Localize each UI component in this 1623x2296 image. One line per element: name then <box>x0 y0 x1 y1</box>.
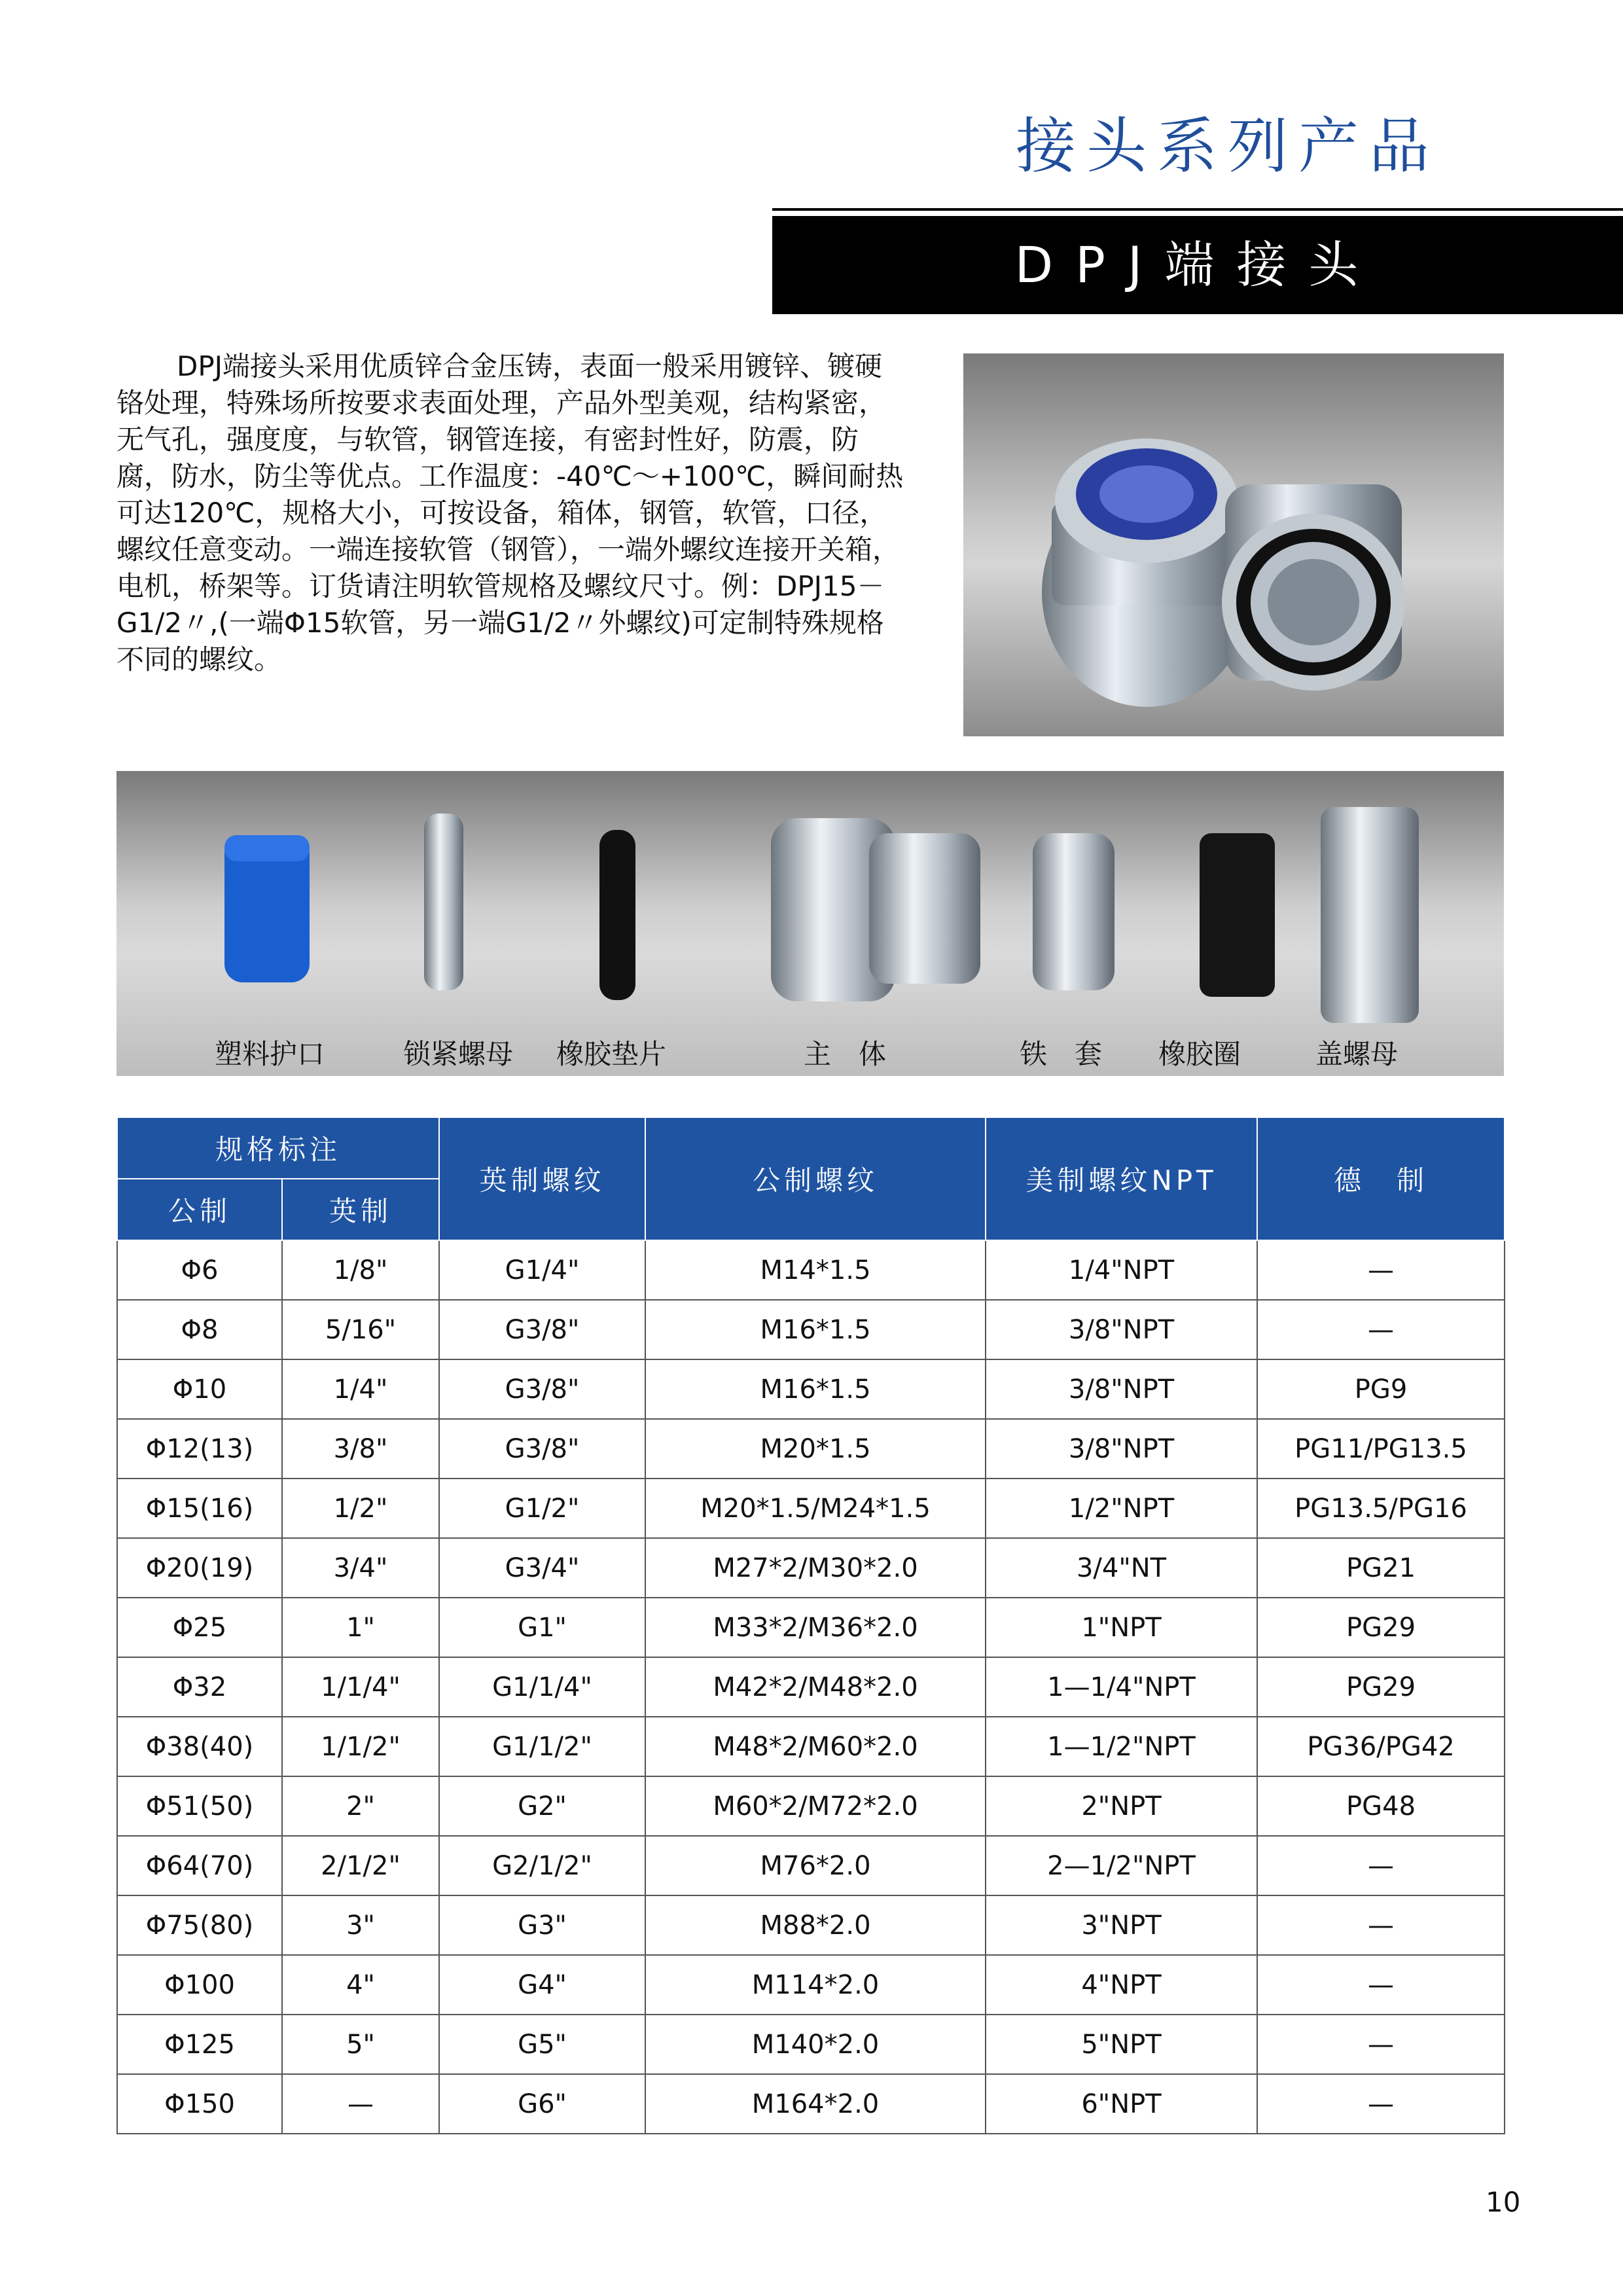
table-row <box>117 1717 1505 1776</box>
header-imperial: 英制 <box>282 1179 439 1240</box>
cell-imperial: — <box>282 2074 439 2134</box>
table-row <box>117 2015 1505 2074</box>
cell-german: PG13.5/PG16 <box>1257 1479 1505 1538</box>
table-row <box>117 1538 1505 1598</box>
cell-bsp: G2/1/2" <box>439 1836 645 1895</box>
cell-npt: 1—1/4"NPT <box>986 1657 1257 1717</box>
cell-npt: 6"NPT <box>986 2074 1257 2134</box>
cell-metric-thread: M42*2/M48*2.0 <box>645 1657 986 1717</box>
cell-metric: Φ75(80) <box>117 1895 282 1955</box>
specification-table <box>116 1117 1505 2134</box>
cell-imperial: 1/2" <box>282 1479 439 1538</box>
cell-bsp: G3/8" <box>439 1300 645 1359</box>
table-body <box>117 1240 1505 2134</box>
cell-metric: Φ51(50) <box>117 1776 282 1836</box>
cell-imperial: 3/4" <box>282 1538 439 1598</box>
cell-metric: Φ100 <box>117 1955 282 2015</box>
cell-german: — <box>1257 1895 1505 1955</box>
cell-german: PG21 <box>1257 1538 1505 1598</box>
band-top-rule <box>772 208 1623 211</box>
cell-bsp: G3/4" <box>439 1538 645 1598</box>
cell-npt: 2"NPT <box>986 1776 1257 1836</box>
product-name: DPJ端接头 <box>1014 236 1381 294</box>
page-number: 10 <box>1486 2186 1521 2218</box>
cell-imperial: 2/1/2" <box>282 1836 439 1895</box>
cell-german: PG9 <box>1257 1359 1505 1419</box>
cell-npt: 3/8"NPT <box>986 1419 1257 1479</box>
table-row <box>117 1419 1505 1479</box>
cell-metric: Φ32 <box>117 1657 282 1717</box>
cell-bsp: G3/8" <box>439 1359 645 1419</box>
cell-german: — <box>1257 1240 1505 1300</box>
part-label-iron-sleeve: 铁 套 <box>1020 1038 1103 1070</box>
header-npt-thread: 美制螺纹NPT <box>986 1117 1257 1240</box>
cell-metric: Φ25 <box>117 1598 282 1657</box>
cell-bsp: G1/2" <box>439 1479 645 1538</box>
cell-metric-thread: M48*2/M60*2.0 <box>645 1717 986 1776</box>
table-row <box>117 1895 1505 1955</box>
cell-bsp: G1/4" <box>439 1240 645 1300</box>
table-row <box>117 1359 1505 1419</box>
cell-metric: Φ6 <box>117 1240 282 1300</box>
cell-bsp: G5" <box>439 2015 645 2074</box>
table-row <box>117 1657 1505 1717</box>
cell-npt: 3/4"NT <box>986 1538 1257 1598</box>
cell-imperial: 1/8" <box>282 1240 439 1300</box>
cell-bsp: G1/1/2" <box>439 1717 645 1776</box>
header-german-thread: 德 制 <box>1257 1117 1505 1240</box>
cell-bsp: G3" <box>439 1895 645 1955</box>
cell-metric-thread: M27*2/M30*2.0 <box>645 1538 986 1598</box>
cell-bsp: G6" <box>439 2074 645 2134</box>
part-label-plastic-bushing: 塑料护口 <box>215 1038 325 1070</box>
connector-assembly-image <box>963 353 1504 736</box>
cell-npt: 3/8"NPT <box>986 1359 1257 1419</box>
cell-german: PG36/PG42 <box>1257 1717 1505 1776</box>
cell-npt: 5"NPT <box>986 2015 1257 2074</box>
cell-imperial: 1/4" <box>282 1359 439 1419</box>
header-metric-thread: 公制螺纹 <box>645 1117 986 1240</box>
table-row <box>117 1479 1505 1538</box>
cell-imperial: 1" <box>282 1598 439 1657</box>
product-photo <box>963 353 1504 736</box>
cell-metric: Φ38(40) <box>117 1717 282 1776</box>
cell-metric: Φ64(70) <box>117 1836 282 1895</box>
table-row <box>117 1240 1505 1300</box>
table-row <box>117 1955 1505 2015</box>
product-name-band <box>772 216 1623 314</box>
cell-german: PG48 <box>1257 1776 1505 1836</box>
table-row <box>117 2074 1505 2134</box>
cell-imperial: 2" <box>282 1776 439 1836</box>
part-label-lock-nut: 锁紧螺母 <box>403 1038 514 1070</box>
cell-npt: 1—1/2"NPT <box>986 1717 1257 1776</box>
cell-metric-thread: M20*1.5 <box>645 1419 986 1479</box>
cell-npt: 2—1/2"NPT <box>986 1836 1257 1895</box>
cell-metric: Φ10 <box>117 1359 282 1419</box>
cell-metric-thread: M164*2.0 <box>645 2074 986 2134</box>
cell-npt: 1/2"NPT <box>986 1479 1257 1538</box>
cell-german: PG29 <box>1257 1598 1505 1657</box>
cell-metric-thread: M140*2.0 <box>645 2015 986 2074</box>
cell-metric-thread: M20*1.5/M24*1.5 <box>645 1479 986 1538</box>
cell-metric-thread: M114*2.0 <box>645 1955 986 2015</box>
table-row <box>117 1300 1505 1359</box>
part-label-cap-nut: 盖螺母 <box>1315 1038 1399 1070</box>
cell-imperial: 3/8" <box>282 1419 439 1479</box>
part-label-rubber-washer: 橡胶垫片 <box>556 1038 667 1070</box>
cell-imperial: 4" <box>282 1955 439 2015</box>
cell-german: PG11/PG13.5 <box>1257 1419 1505 1479</box>
cell-metric-thread: M14*1.5 <box>645 1240 986 1300</box>
table-row <box>117 1836 1505 1895</box>
cell-metric-thread: M16*1.5 <box>645 1300 986 1359</box>
cell-npt: 1/4"NPT <box>986 1240 1257 1300</box>
cell-imperial: 5" <box>282 2015 439 2074</box>
cell-npt: 1"NPT <box>986 1598 1257 1657</box>
part-label-rubber-ring: 橡胶圈 <box>1158 1038 1241 1070</box>
cell-metric-thread: M76*2.0 <box>645 1836 986 1895</box>
cell-german: PG29 <box>1257 1657 1505 1717</box>
cell-metric-thread: M60*2/M72*2.0 <box>645 1776 986 1836</box>
cell-bsp: G4" <box>439 1955 645 2015</box>
cell-german: — <box>1257 1955 1505 2015</box>
parts-image <box>116 771 1504 1033</box>
table-row <box>117 1776 1505 1836</box>
cell-npt: 4"NPT <box>986 1955 1257 2015</box>
header-metric: 公制 <box>117 1179 282 1240</box>
cell-npt: 3"NPT <box>986 1895 1257 1955</box>
cell-metric: Φ20(19) <box>117 1538 282 1598</box>
cell-bsp: G1" <box>439 1598 645 1657</box>
cell-imperial: 3" <box>282 1895 439 1955</box>
table-row <box>117 1598 1505 1657</box>
cell-imperial: 1/1/4" <box>282 1657 439 1717</box>
cell-npt: 3/8"NPT <box>986 1300 1257 1359</box>
cell-bsp: G2" <box>439 1776 645 1836</box>
series-title: 接头系列产品 <box>1015 111 1440 181</box>
cell-imperial: 1/1/2" <box>282 1717 439 1776</box>
part-label-main-body: 主 体 <box>804 1038 887 1070</box>
cell-german: — <box>1257 1836 1505 1895</box>
cell-metric: Φ8 <box>117 1300 282 1359</box>
cell-metric: Φ12(13) <box>117 1419 282 1479</box>
cell-metric-thread: M16*1.5 <box>645 1359 986 1419</box>
cell-metric-thread: M33*2/M36*2.0 <box>645 1598 986 1657</box>
cell-bsp: G3/8" <box>439 1419 645 1479</box>
cell-metric: Φ125 <box>117 2015 282 2074</box>
cell-german: — <box>1257 1300 1505 1359</box>
intro-paragraph: DPJ端接头采用优质锌合金压铸，表面一般采用镀锌、镀硬铬处理，特殊场所按要求表面处理，产品外型美观，结构紧密，无气孔，强度度，与软管，钢管连接，有密封性好，防震，防腐，防水，防尘等优点。工作温度：-40℃～+100℃，瞬间耐热可达120℃，规格大小，可按设备，箱体，钢管，软管，口径，螺纹任意变动。一端连接软管（钢管），一端外螺纹连接开关箱，电机，桥架等。订货请注明软管规格及螺纹尺寸。例：DPJ15－G1/2〃,(一端Φ15软管，另一端G1/2〃外螺纹)可定制特殊规格不同的螺纹。 <box>116 350 904 675</box>
header-bsp-thread: 英制螺纹 <box>439 1117 645 1240</box>
group-header-spec: 规格标注 <box>117 1117 439 1179</box>
cell-bsp: G1/1/4" <box>439 1657 645 1717</box>
cell-metric: Φ150 <box>117 2074 282 2134</box>
cell-metric: Φ15(16) <box>117 1479 282 1538</box>
cell-german: — <box>1257 2074 1505 2134</box>
cell-metric-thread: M88*2.0 <box>645 1895 986 1955</box>
cell-imperial: 5/16" <box>282 1300 439 1359</box>
parts-exploded-view <box>116 771 1504 1076</box>
cell-german: — <box>1257 2015 1505 2074</box>
